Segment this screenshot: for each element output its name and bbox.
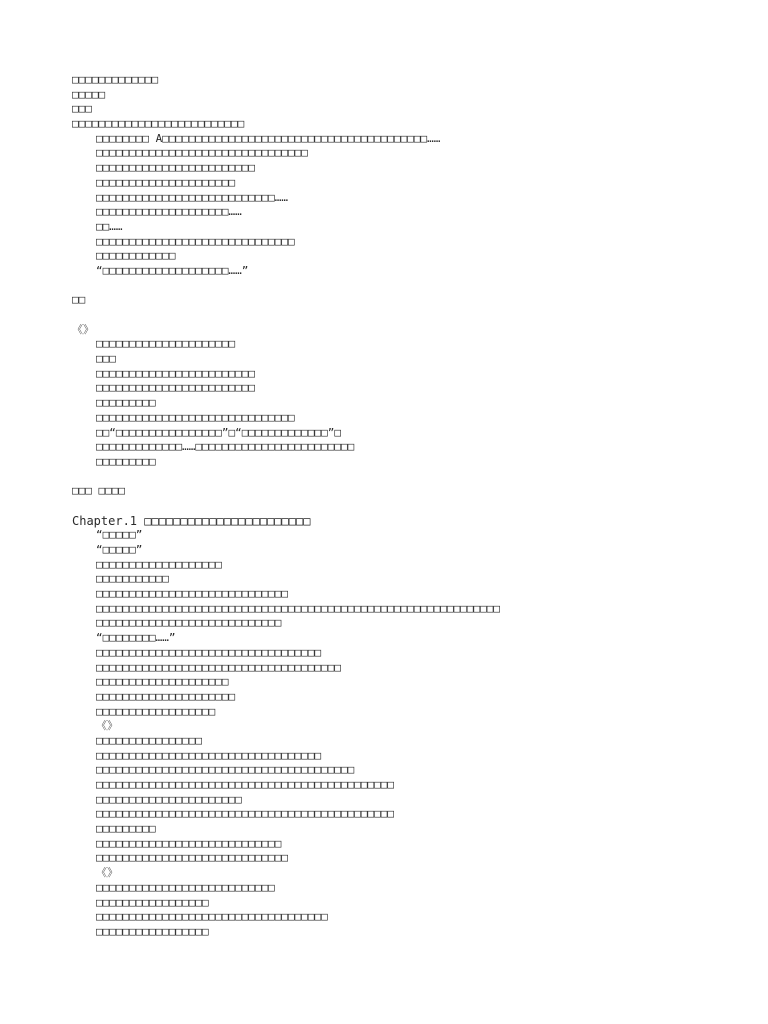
text-line: □□□□□□□□□□□□□□□□□□□: [96, 557, 222, 571]
text-line: □□□□□□□□□□□□□□□□□□□□□□□□□□□……: [96, 190, 289, 204]
text-line: □□□□□□□□□□□: [96, 572, 169, 586]
text-line: □□□□□□□□□□□□□□□□□: [96, 895, 209, 909]
text-line: □□“□□□□□□□□□□□□□□□□”□“□□□□□□□□□□□□□”□: [96, 425, 342, 439]
text-line: □□□□□□□□□□□□□□□□□□□□□□□□□□□□□□□□□□□□□□□□□□□□□□□□□□□□□□□□□□□□□: [96, 601, 500, 615]
text-line: “□□□□□”: [96, 528, 143, 542]
text-line: □□□□□□□□□□□□□□□□□□□□: [96, 675, 229, 689]
text-line: □□□□□□□□□□□□□□□□□□□□□□□□□□□□□□□□□□□□□□□□□□□□□: [96, 778, 395, 791]
text-line: “□□□□□□□□……”: [96, 631, 176, 645]
text-line: □□□□□□□□□□□□□□□□□□□□□□□□□□□□□□□□□□□□□□□: [96, 763, 355, 777]
text-line: □□□□□□□□□: [96, 454, 156, 468]
text-line: □□□□□□□□□□□□□□□□□□□□□□□□□□□□□□: [96, 410, 295, 424]
text-line: □□□□□□□□□□□□□□□□□□□□□□□□: [96, 161, 255, 175]
text-line: 《》: [72, 322, 94, 336]
text-line: □□□□□□□□□□□□□□□□□□□□□□□□: [96, 381, 255, 395]
blank-line: [72, 308, 752, 323]
text-line: □□□□□□□□□□□□□□□□□□□□□□□□□□□□□□□□: [96, 146, 308, 160]
text-line: □□□□□□□□□□□□□□□□□: [96, 924, 209, 938]
chapter-heading: Chapter.1 □□□□□□□□□□□□□□□□□□□□□□□: [72, 513, 311, 528]
text-line: □□□□□□□□□□□□□……□□□□□□□□□□□□□□□□□□□□□□□□: [96, 440, 355, 454]
blank-line: [72, 279, 752, 294]
text-line: □□: [72, 293, 86, 307]
text-line: □□□□□□□□□□□□□□□□□□□□□□□□□□□□□□□□□□: [96, 748, 322, 762]
blank-line: [72, 499, 752, 514]
text-line: □□□□□□□□□□□□□□□□□□□□□□□□□□□□□□: [96, 234, 295, 248]
text-line: □□□□□□□□□□□□: [96, 249, 176, 263]
text-line: □□□□□□□□□: [96, 822, 156, 836]
text-line: □□□□□□□□□□□□□□□□: [96, 733, 202, 747]
text-line: “□□□□□□□□□□□□□□□□□□□……”: [96, 263, 249, 277]
text-line: □□□□□: [72, 87, 106, 101]
text-line: □□□□□□□□□: [96, 396, 156, 410]
text-line: □□□ □□□□: [72, 484, 125, 498]
text-line: □□□□□□□□ A□□□□□□□□□□□□□□□□□□□□□□□□□□□□□□□□□□□□□□□□……: [96, 131, 441, 145]
text-line: □□□□□□□□□□□□□□□□□□□□□: [96, 175, 236, 189]
document-page: [72, 73, 752, 940]
text-line: □□□□□□□□□□□□□□□□□□□□□□□□□□□□□□□□□□: [96, 645, 322, 659]
text-line: “□□□□□”: [96, 543, 143, 556]
text-line: □□□: [72, 102, 92, 116]
text-line: □□……: [96, 219, 123, 233]
text-line: □□□□□□□□□□□□□□□□□□□□□□□□□□□□□: [96, 851, 289, 865]
text-line: □□□□□□□□□□□□□□□□□□□□……: [96, 205, 242, 219]
text-line: □□□□□□□□□□□□□□□□□□□□□□□□□□□□: [96, 616, 282, 630]
text-line: □□□□□□□□□□□□□□□□□□□□□□□□□□: [72, 117, 245, 131]
text-line: □□□□□□□□□□□□□□□□□□□□□□□□□□□□□: [96, 587, 289, 601]
text-line: □□□□□□□□□□□□□□□□□□□□□□□□□□□□□□□□□□□□□: [96, 660, 342, 674]
text-line: □□□□□□□□□□□□□□□□□□□□□□□□□□□□: [96, 836, 282, 850]
text-line: □□□□□□□□□□□□□□□□□□□□□: [96, 337, 236, 351]
text-line: 《》: [96, 719, 118, 733]
text-line: □□□□□□□□□□□□□□□□□□□□□: [96, 689, 236, 703]
text-line: □□□□□□□□□□□□□□□□□□□□□□□□: [96, 366, 255, 380]
text-line: □□□□□□□□□□□□□: [72, 73, 159, 86]
text-line: □□□□□□□□□□□□□□□□□□□□□□□□□□□: [96, 880, 275, 894]
text-line: 《》: [96, 866, 118, 880]
text-line: □□□□□□□□□□□□□□□□□□□□□□□□□□□□□□□□□□□: [96, 910, 328, 924]
blank-line: [72, 470, 752, 485]
text-line: □□□: [96, 352, 116, 366]
text-line: □□□□□□□□□□□□□□□□□□: [96, 704, 216, 718]
text-line: □□□□□□□□□□□□□□□□□□□□□□□□□□□□□□□□□□□□□□□□□□□□□: [96, 807, 395, 821]
text-line: □□□□□□□□□□□□□□□□□□□□□□: [96, 792, 242, 806]
